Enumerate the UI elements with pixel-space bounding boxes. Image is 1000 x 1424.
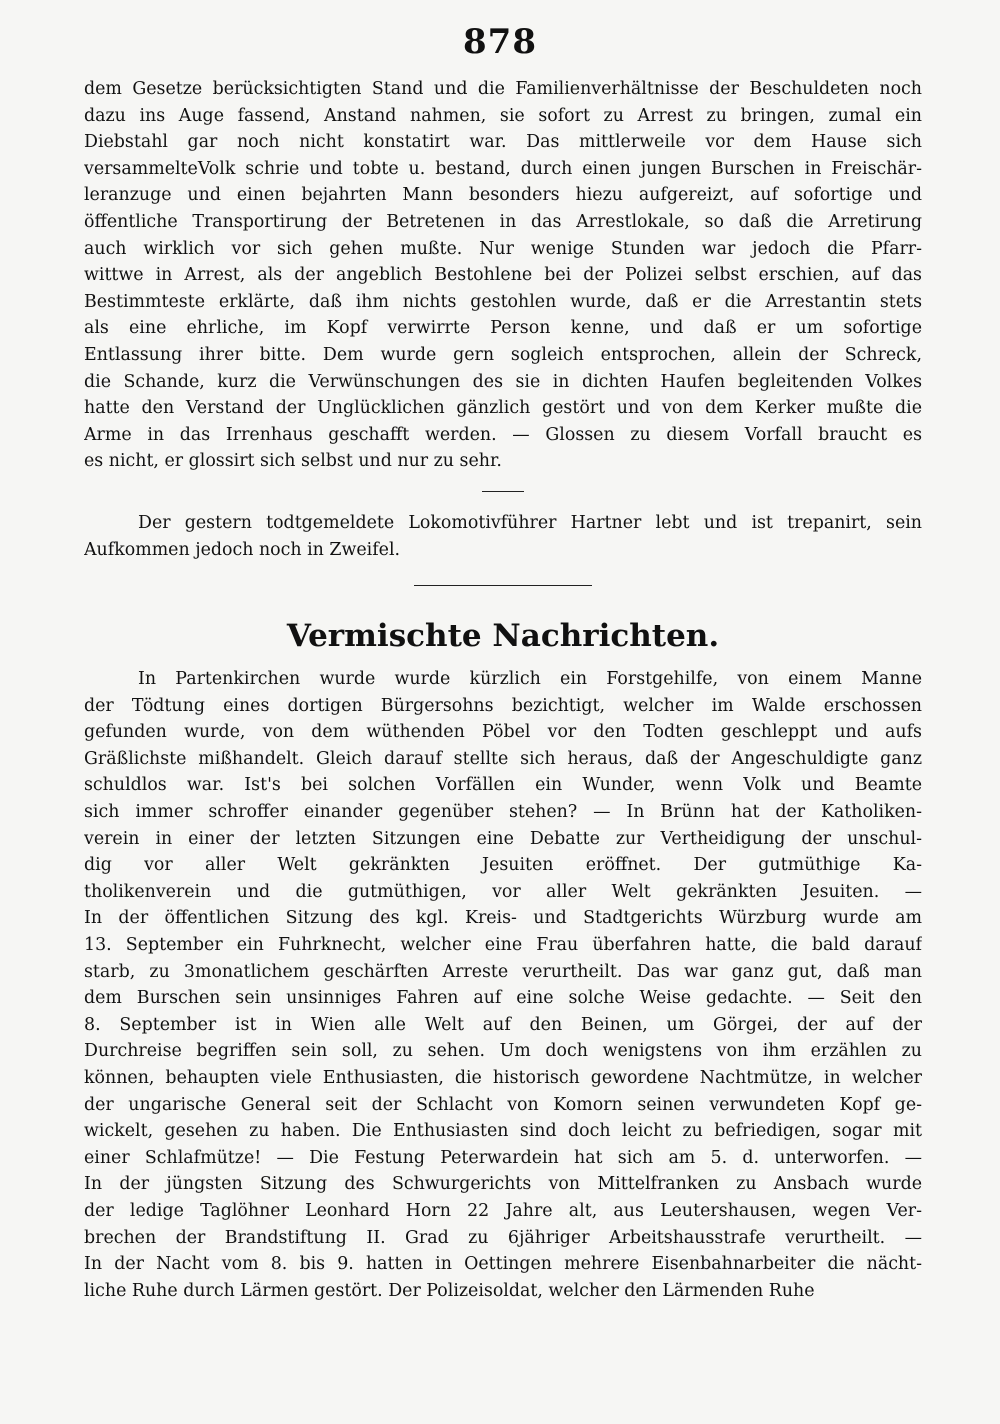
text-line: der ledige Taglöhner Leonhard Horn 22 Jahre alt, aus Leutershausen, wegen Ver- xyxy=(84,1200,922,1221)
text-line: als eine ehrliche, im Kopf verwirrte Person kenne, und daß er um sofortige xyxy=(84,318,922,339)
text-line: Diebstahl gar noch nicht konstatirt war. Das mittlerweile vor dem Hause sich xyxy=(84,132,922,153)
text-line: leranzuge und einen bejahrten Mann besonders hiezu aufgereizt, auf sofortige und xyxy=(84,185,922,206)
text-column xyxy=(84,76,922,1304)
text-line: sich immer schroffer einander gegenüber stehen? — In Brünn hat der Katholiken- xyxy=(84,802,922,823)
text-line: öffentliche Transportirung der Betretenen in das Arrestlokale, so daß die Arretirung xyxy=(84,211,922,232)
text-line: tholikenverein und die gutmüthigen, vor aller Welt gekränkten Jesuiten. — xyxy=(84,881,922,902)
text-line: dazu ins Auge fassend, Anstand nahmen, sie sofort zu Arrest zu bringen, zumal ein xyxy=(84,105,922,126)
text-line: In der Nacht vom 8. bis 9. hatten in Oettingen mehrere Eisenbahnarbeiter die nächt- xyxy=(84,1254,922,1275)
text-line: dem Burschen sein unsinniges Fahren auf eine solche Weise gedachte. — Seit den xyxy=(84,988,922,1009)
text-line: schuldlos war. Ist's bei solchen Vorfällen ein Wunder, wenn Volk und Beamte xyxy=(84,775,922,796)
text-line: versammelteVolk schrie und tobte u. bestand, durch einen jungen Burschen in Freischär- xyxy=(84,158,922,179)
text-line: wittwe in Arrest, als der angeblich Bestohlene bei der Polizei selbst erschien, auf das xyxy=(84,265,922,286)
text-line: die Schande, kurz die Verwünschungen des sie in dichten Haufen begleitenden Volkes xyxy=(84,371,922,392)
text-line: der ungarische General seit der Schlacht von Komorn seinen verwundeten Kopf ge- xyxy=(84,1094,922,1115)
text-line: brechen der Brandstiftung II. Grad zu 6jähriger Arbeitshausstrafe verurtheilt. — xyxy=(84,1227,922,1248)
text-line: einer Schlafmütze! — Die Festung Peterwardein hat sich am 5. d. unterworfen. — xyxy=(84,1147,922,1168)
text-line: Entlassung ihrer bitte. Dem wurde gern sogleich entsprochen, allein der Schreck, xyxy=(84,344,922,365)
short-divider xyxy=(482,491,524,492)
text-line: Durchreise begriffen sein soll, zu sehen. Um doch wenigstens von ihm erzählen zu xyxy=(84,1041,922,1062)
text-line: In der öffentlichen Sitzung des kgl. Kreis- und Stadtgerichts Würzburg wurde am xyxy=(84,908,922,929)
text-line: In der jüngsten Sitzung des Schwurgerichts von Mittelfranken zu Ansbach wurde xyxy=(84,1174,922,1195)
text-line: starb, zu 3monatlichem geschärften Arreste verurtheilt. Das war ganz gut, daß man xyxy=(84,961,922,982)
page-number: 878 xyxy=(463,22,537,62)
paragraph-locomotive-driver xyxy=(84,510,922,563)
text-line: der Tödtung eines dortigen Bürgersohns bezichtigt, welcher im Walde erschossen xyxy=(84,695,922,716)
text-line: gefunden wurde, von dem wüthenden Pöbel vor den Todten geschleppt und aufs xyxy=(84,722,922,743)
text-line: Bestimmteste erklärte, daß ihm nichts gestohlen wurde, daß er die Arrestantin stets xyxy=(84,291,922,312)
text-line: wickelt, gesehen zu haben. Die Enthusiasten sind doch leicht zu befriedigen, sogar mit xyxy=(84,1121,922,1142)
text-line: hatte den Verstand der Unglücklichen gänzlich gestört und von dem Kerker mußte die xyxy=(84,398,922,419)
text-line: auch wirklich vor sich gehen mußte. Nur wenige Stunden war jedoch die Pfarr- xyxy=(84,238,922,259)
text-line: In Partenkirchen wurde wurde kürzlich ein Forstgehilfe, von einem Manne xyxy=(138,669,922,690)
text-line: Der gestern todtgemeldete Lokomotivführer Hartner lebt und ist trepanirt, sein xyxy=(138,512,922,533)
section-heading: Vermischte Nachrichten. xyxy=(286,618,720,655)
paragraph-arrest-story xyxy=(84,76,922,475)
text-line: dem Gesetze berücksichtigten Stand und die Familienverhältnisse der Beschuldeten noch xyxy=(84,79,922,99)
text-line: dig vor aller Welt gekränkten Jesuiten eröffnet. Der gutmüthige Ka- xyxy=(84,855,922,876)
text-line: 13. September ein Fuhrknecht, welcher eine Frau überfahren hatte, die bald darauf xyxy=(84,935,922,956)
paragraph-mixed-news xyxy=(84,666,922,1304)
section-divider xyxy=(414,585,592,586)
text-line: verein in einer der letzten Sitzungen eine Debatte zur Vertheidigung der unschul- xyxy=(84,828,922,849)
text-line: können, behaupten viele Enthusiasten, die historisch gewordene Nachtmütze, in welcher xyxy=(84,1068,922,1088)
text-line: Arme in das Irrenhaus geschafft werden. — Glossen zu diesem Vorfall braucht es xyxy=(84,424,922,445)
text-line: liche Ruhe durch Lärmen gestört. Der Polizeisoldat, welcher den Lärmenden Ruhe xyxy=(84,1280,815,1301)
text-line: Gräßlichste mißhandelt. Gleich darauf stellte sich heraus, daß der Angeschuldigte ganz xyxy=(84,748,922,769)
text-line: 8. September ist in Wien alle Welt auf den Beinen, um Görgei, der auf der xyxy=(84,1014,922,1035)
text-line: Aufkommen jedoch noch in Zweifel. xyxy=(84,539,401,560)
text-line: es nicht, er glossirt sich selbst und nur zu sehr. xyxy=(84,451,502,472)
